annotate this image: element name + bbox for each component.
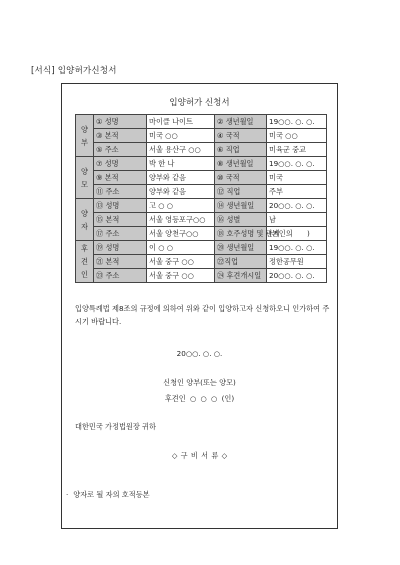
table-row: [76, 143, 327, 157]
field-label: ⑲ 성명: [94, 241, 147, 255]
field-value: 19○○. ○. ○.: [267, 241, 327, 255]
bullet-mark: ·: [66, 490, 69, 499]
group-label-char: 양: [81, 166, 88, 176]
group-label-char: 모: [81, 179, 88, 189]
field-label: ⑤ 주소: [94, 143, 147, 157]
applicant-table: [75, 114, 327, 283]
group-label-char: 인: [81, 270, 88, 279]
field-value: 이 ○ ○: [147, 241, 215, 255]
form-title: 입양허가 신청서: [169, 98, 230, 108]
attachment-item: [66, 490, 150, 500]
table-row: [76, 241, 327, 255]
field-label: ⑱ 호주성명 및 관계: [215, 227, 267, 241]
group-label-char: 양: [81, 208, 88, 218]
table-row: [76, 171, 327, 185]
field-value: 양부와 같음: [147, 185, 215, 199]
table-row: [76, 129, 327, 143]
field-value: 미국: [267, 171, 327, 185]
field-label: ⑧ 생년월일: [215, 157, 267, 171]
field-label: ⑥ 직업: [215, 143, 267, 157]
group-label-char: 견: [81, 257, 88, 266]
field-value: 정한공무원: [267, 255, 327, 269]
table-row: [76, 115, 327, 129]
field-value: 남: [267, 213, 327, 227]
field-value: 고 ○ ○: [147, 199, 215, 213]
statement-text: 입양특례법 제8조의 규정에 의하여 위와 같이 입양하고자 신청하오니 인가하여 주시기 바랍니다.: [75, 304, 330, 326]
table-row: [76, 269, 327, 283]
table-row: [76, 199, 327, 213]
group-label-char: 부: [81, 137, 88, 147]
table-row: [76, 157, 327, 171]
addressee-line: 대한민국 가정법원장 귀하: [75, 422, 156, 431]
field-label: ④ 국적: [215, 129, 267, 143]
field-label: ㉑ 본적: [94, 255, 147, 269]
field-label: ⑭ 생년월일: [215, 199, 267, 213]
field-value: 19○○. ○. ○.: [267, 115, 327, 129]
group-label-char: 후: [81, 244, 88, 253]
field-label: ⑦ 성명: [94, 157, 147, 171]
group-label-char: 자: [81, 221, 88, 231]
guardian-line: 후견인 ○ ○ ○ (인): [164, 394, 235, 403]
field-value: 서울 용산구 ○○: [147, 143, 215, 157]
field-value: (본인의 ): [267, 227, 327, 241]
table-row: [76, 213, 327, 227]
field-label: ⑯ 성별: [215, 213, 267, 227]
group-label: [76, 199, 94, 241]
field-label: ⑬ 성명: [94, 199, 147, 213]
field-value: 미국 ○○: [267, 129, 327, 143]
field-value: 20○○. ○. ○.: [267, 199, 327, 213]
table-row: [76, 185, 327, 199]
field-value: 미국 ○○: [147, 129, 215, 143]
field-value: 박 한 나: [147, 157, 215, 171]
form-label: [서식] 입양허가신청서: [31, 66, 117, 76]
field-label: ① 성명: [94, 115, 147, 129]
field-value: 19○○. ○. ○.: [267, 157, 327, 171]
group-label-char: 양: [81, 124, 88, 134]
field-label: ⑮ 본적: [94, 213, 147, 227]
field-value: 양부와 같음: [147, 171, 215, 185]
field-value: 미육군 중교: [267, 143, 327, 157]
field-label: ⑫ 직업: [215, 185, 267, 199]
field-label: ⑪ 주소: [94, 185, 147, 199]
field-label: ② 생년월일: [215, 115, 267, 129]
field-value: 서울 양천구○○: [147, 227, 215, 241]
attachments-title: ◇ 구 비 서 류 ◇: [171, 451, 228, 460]
field-value: 서울 영등포구○○: [147, 213, 215, 227]
group-label: [76, 115, 94, 157]
field-label: ⑰ 주소: [94, 227, 147, 241]
field-label: ㉓ 주소: [94, 269, 147, 283]
field-value: 서울 중구 ○○: [147, 269, 215, 283]
application-date: 20○○. ○. ○.: [176, 349, 223, 358]
group-label: [76, 241, 94, 283]
field-label: ㉒직업: [215, 255, 267, 269]
applicant-line: 신청인 양부(또는 양모): [163, 378, 236, 387]
field-label: ⑳ 생년월일: [215, 241, 267, 255]
field-label: ⑩ 국적: [215, 171, 267, 185]
field-label: ㉔ 후견개시일: [215, 269, 267, 283]
field-label: ⑨ 본적: [94, 171, 147, 185]
field-value: 서울 중구 ○○: [147, 255, 215, 269]
attachment-text: 양자로 될 자의 호적등본: [73, 490, 150, 499]
field-value: 마이클 나이트: [147, 115, 215, 129]
document-frame: [61, 83, 338, 529]
field-label: ③ 본적: [94, 129, 147, 143]
field-value: 주부: [267, 185, 327, 199]
field-value: 20○○. ○. ○.: [267, 269, 327, 283]
table-row: [76, 255, 327, 269]
group-label: [76, 157, 94, 199]
table-row: [76, 227, 327, 241]
